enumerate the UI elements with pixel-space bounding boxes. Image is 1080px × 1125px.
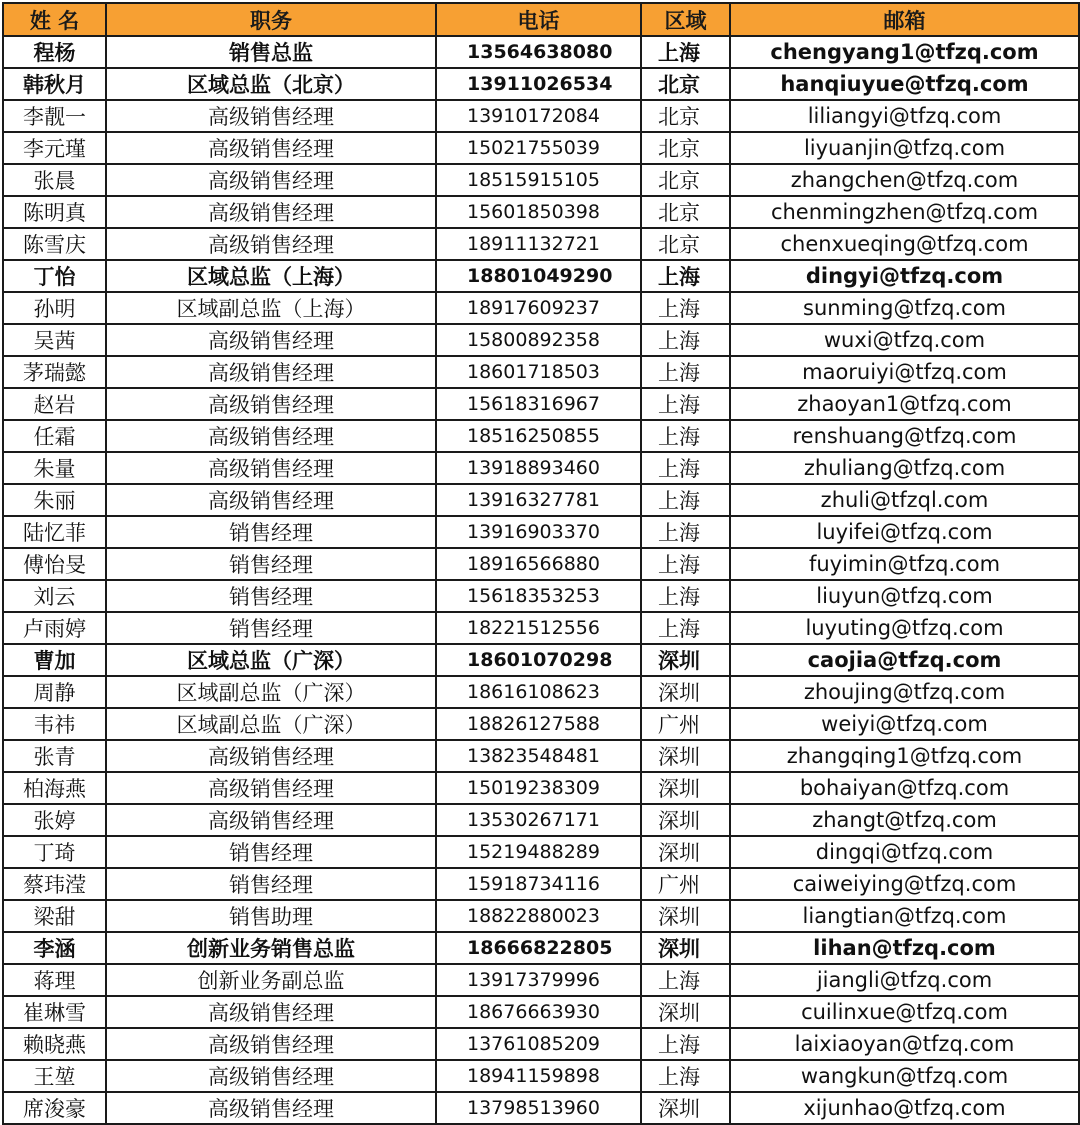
table-row bbox=[3, 772, 1079, 804]
cell-title: 高级销售经理 bbox=[106, 420, 436, 452]
cell-name: 刘云 bbox=[3, 580, 106, 612]
table-header bbox=[3, 3, 1079, 36]
cell-title: 高级销售经理 bbox=[106, 484, 436, 516]
cell-region: 深圳 bbox=[641, 740, 730, 772]
cell-phone: 15800892358 bbox=[436, 324, 641, 356]
cell-title: 高级销售经理 bbox=[106, 228, 436, 260]
cell-email: wuxi@tfzq.com bbox=[730, 324, 1079, 356]
cell-email: liliangyi@tfzq.com bbox=[730, 100, 1079, 132]
cell-name: 周静 bbox=[3, 676, 106, 708]
table-row bbox=[3, 996, 1079, 1028]
cell-region: 上海 bbox=[641, 1060, 730, 1092]
cell-email: zhangqing1@tfzq.com bbox=[730, 740, 1079, 772]
cell-email: fuyimin@tfzq.com bbox=[730, 548, 1079, 580]
cell-name: 傅怡旻 bbox=[3, 548, 106, 580]
cell-region: 上海 bbox=[641, 388, 730, 420]
cell-phone: 13530267171 bbox=[436, 804, 641, 836]
cell-region: 北京 bbox=[641, 68, 730, 100]
table-row bbox=[3, 1092, 1079, 1124]
cell-title: 高级销售经理 bbox=[106, 356, 436, 388]
cell-phone: 18616108623 bbox=[436, 676, 641, 708]
cell-title: 区域副总监（上海） bbox=[106, 292, 436, 324]
cell-title: 销售经理 bbox=[106, 612, 436, 644]
cell-title: 高级销售经理 bbox=[106, 804, 436, 836]
cell-email: cuilinxue@tfzq.com bbox=[730, 996, 1079, 1028]
cell-phone: 18221512556 bbox=[436, 612, 641, 644]
cell-title: 高级销售经理 bbox=[106, 452, 436, 484]
cell-phone: 15618353253 bbox=[436, 580, 641, 612]
cell-name: 蒋理 bbox=[3, 964, 106, 996]
cell-name: 李元瑾 bbox=[3, 132, 106, 164]
cell-name: 陆忆菲 bbox=[3, 516, 106, 548]
cell-name: 蔡玮滢 bbox=[3, 868, 106, 900]
cell-phone: 18666822805 bbox=[436, 932, 641, 964]
cell-phone: 13916903370 bbox=[436, 516, 641, 548]
table-row bbox=[3, 612, 1079, 644]
cell-region: 上海 bbox=[641, 516, 730, 548]
cell-email: luyuting@tfzq.com bbox=[730, 612, 1079, 644]
cell-region: 上海 bbox=[641, 292, 730, 324]
cell-email: zhuli@tfzql.com bbox=[730, 484, 1079, 516]
cell-phone: 15021755039 bbox=[436, 132, 641, 164]
cell-name: 张青 bbox=[3, 740, 106, 772]
cell-title: 高级销售经理 bbox=[106, 100, 436, 132]
table-row bbox=[3, 484, 1079, 516]
cell-phone: 13918893460 bbox=[436, 452, 641, 484]
cell-region: 深圳 bbox=[641, 644, 730, 676]
cell-name: 韩秋月 bbox=[3, 68, 106, 100]
cell-region: 上海 bbox=[641, 548, 730, 580]
cell-title: 高级销售经理 bbox=[106, 388, 436, 420]
cell-region: 上海 bbox=[641, 324, 730, 356]
cell-region: 深圳 bbox=[641, 676, 730, 708]
cell-name: 任霜 bbox=[3, 420, 106, 452]
table-row bbox=[3, 964, 1079, 996]
cell-phone: 15918734116 bbox=[436, 868, 641, 900]
cell-title: 销售经理 bbox=[106, 548, 436, 580]
table-row bbox=[3, 260, 1079, 292]
table-row bbox=[3, 516, 1079, 548]
cell-name: 席浚豪 bbox=[3, 1092, 106, 1124]
cell-title: 区域总监（上海） bbox=[106, 260, 436, 292]
cell-title: 高级销售经理 bbox=[106, 324, 436, 356]
cell-name: 朱量 bbox=[3, 452, 106, 484]
cell-region: 深圳 bbox=[641, 1092, 730, 1124]
table-row bbox=[3, 36, 1079, 68]
table-row bbox=[3, 932, 1079, 964]
table-row bbox=[3, 324, 1079, 356]
table-row bbox=[3, 708, 1079, 740]
cell-email: laixiaoyan@tfzq.com bbox=[730, 1028, 1079, 1060]
cell-phone: 18516250855 bbox=[436, 420, 641, 452]
cell-phone: 18911132721 bbox=[436, 228, 641, 260]
cell-email: hanqiuyue@tfzq.com bbox=[730, 68, 1079, 100]
cell-title: 销售经理 bbox=[106, 868, 436, 900]
cell-region: 广州 bbox=[641, 868, 730, 900]
cell-email: chenmingzhen@tfzq.com bbox=[730, 196, 1079, 228]
cell-email: bohaiyan@tfzq.com bbox=[730, 772, 1079, 804]
cell-title: 高级销售经理 bbox=[106, 740, 436, 772]
cell-email: sunming@tfzq.com bbox=[730, 292, 1079, 324]
table-row bbox=[3, 548, 1079, 580]
cell-email: wangkun@tfzq.com bbox=[730, 1060, 1079, 1092]
cell-name: 卢雨婷 bbox=[3, 612, 106, 644]
cell-region: 北京 bbox=[641, 228, 730, 260]
cell-phone: 18941159898 bbox=[436, 1060, 641, 1092]
cell-name: 曹加 bbox=[3, 644, 106, 676]
cell-name: 柏海燕 bbox=[3, 772, 106, 804]
cell-phone: 13916327781 bbox=[436, 484, 641, 516]
table-row bbox=[3, 900, 1079, 932]
cell-email: zhangt@tfzq.com bbox=[730, 804, 1079, 836]
cell-email: luyifei@tfzq.com bbox=[730, 516, 1079, 548]
cell-email: weiyi@tfzq.com bbox=[730, 708, 1079, 740]
cell-region: 深圳 bbox=[641, 932, 730, 964]
table-row bbox=[3, 100, 1079, 132]
table-row bbox=[3, 68, 1079, 100]
cell-region: 上海 bbox=[641, 420, 730, 452]
cell-region: 深圳 bbox=[641, 772, 730, 804]
cell-email: lihan@tfzq.com bbox=[730, 932, 1079, 964]
cell-region: 上海 bbox=[641, 452, 730, 484]
cell-region: 深圳 bbox=[641, 900, 730, 932]
cell-email: xijunhao@tfzq.com bbox=[730, 1092, 1079, 1124]
cell-title: 创新业务销售总监 bbox=[106, 932, 436, 964]
table-body bbox=[3, 36, 1079, 1124]
cell-email: caojia@tfzq.com bbox=[730, 644, 1079, 676]
cell-title: 高级销售经理 bbox=[106, 1092, 436, 1124]
cell-phone: 18601070298 bbox=[436, 644, 641, 676]
cell-name: 吴茜 bbox=[3, 324, 106, 356]
cell-region: 北京 bbox=[641, 100, 730, 132]
cell-region: 深圳 bbox=[641, 836, 730, 868]
cell-region: 北京 bbox=[641, 164, 730, 196]
cell-phone: 13798513960 bbox=[436, 1092, 641, 1124]
header-row bbox=[3, 3, 1079, 36]
cell-name: 张晨 bbox=[3, 164, 106, 196]
cell-email: zhangchen@tfzq.com bbox=[730, 164, 1079, 196]
cell-name: 程杨 bbox=[3, 36, 106, 68]
table-row bbox=[3, 420, 1079, 452]
table-row bbox=[3, 388, 1079, 420]
cell-title: 区域副总监（广深） bbox=[106, 708, 436, 740]
cell-email: zhoujing@tfzq.com bbox=[730, 676, 1079, 708]
table-row bbox=[3, 228, 1079, 260]
cell-phone: 18515915105 bbox=[436, 164, 641, 196]
cell-name: 陈明真 bbox=[3, 196, 106, 228]
cell-title: 销售经理 bbox=[106, 580, 436, 612]
cell-region: 上海 bbox=[641, 356, 730, 388]
table-row bbox=[3, 580, 1079, 612]
cell-title: 高级销售经理 bbox=[106, 1060, 436, 1092]
cell-name: 李涵 bbox=[3, 932, 106, 964]
cell-phone: 18801049290 bbox=[436, 260, 641, 292]
cell-title: 销售助理 bbox=[106, 900, 436, 932]
cell-title: 高级销售经理 bbox=[106, 772, 436, 804]
cell-name: 赵岩 bbox=[3, 388, 106, 420]
cell-email: maoruiyi@tfzq.com bbox=[730, 356, 1079, 388]
cell-name: 李靓一 bbox=[3, 100, 106, 132]
cell-phone: 13564638080 bbox=[436, 36, 641, 68]
cell-title: 销售经理 bbox=[106, 836, 436, 868]
cell-name: 王堃 bbox=[3, 1060, 106, 1092]
header-region: 区域 bbox=[641, 3, 730, 36]
cell-title: 创新业务副总监 bbox=[106, 964, 436, 996]
table-row bbox=[3, 1060, 1079, 1092]
cell-region: 深圳 bbox=[641, 996, 730, 1028]
cell-title: 高级销售经理 bbox=[106, 996, 436, 1028]
cell-title: 高级销售经理 bbox=[106, 164, 436, 196]
cell-region: 北京 bbox=[641, 196, 730, 228]
cell-email: chengyang1@tfzq.com bbox=[730, 36, 1079, 68]
cell-email: liangtian@tfzq.com bbox=[730, 900, 1079, 932]
cell-region: 上海 bbox=[641, 484, 730, 516]
cell-name: 张婷 bbox=[3, 804, 106, 836]
cell-phone: 18826127588 bbox=[436, 708, 641, 740]
cell-phone: 15618316967 bbox=[436, 388, 641, 420]
table-row bbox=[3, 804, 1079, 836]
cell-email: liyuanjin@tfzq.com bbox=[730, 132, 1079, 164]
header-email: 邮箱 bbox=[730, 3, 1079, 36]
cell-name: 赖晓燕 bbox=[3, 1028, 106, 1060]
cell-email: jiangli@tfzq.com bbox=[730, 964, 1079, 996]
cell-title: 区域副总监（广深） bbox=[106, 676, 436, 708]
cell-title: 销售经理 bbox=[106, 516, 436, 548]
cell-phone: 15219488289 bbox=[436, 836, 641, 868]
cell-title: 高级销售经理 bbox=[106, 132, 436, 164]
header-title: 职务 bbox=[106, 3, 436, 36]
cell-phone: 18917609237 bbox=[436, 292, 641, 324]
cell-email: zhuliang@tfzq.com bbox=[730, 452, 1079, 484]
cell-region: 上海 bbox=[641, 964, 730, 996]
cell-email: caiweiying@tfzq.com bbox=[730, 868, 1079, 900]
table-row bbox=[3, 1028, 1079, 1060]
cell-title: 高级销售经理 bbox=[106, 1028, 436, 1060]
cell-region: 上海 bbox=[641, 260, 730, 292]
table-row bbox=[3, 196, 1079, 228]
cell-name: 丁琦 bbox=[3, 836, 106, 868]
cell-name: 朱丽 bbox=[3, 484, 106, 516]
cell-phone: 18601718503 bbox=[436, 356, 641, 388]
cell-name: 陈雪庆 bbox=[3, 228, 106, 260]
cell-phone: 13910172084 bbox=[436, 100, 641, 132]
cell-email: zhaoyan1@tfzq.com bbox=[730, 388, 1079, 420]
cell-region: 广州 bbox=[641, 708, 730, 740]
table-row bbox=[3, 164, 1079, 196]
cell-region: 上海 bbox=[641, 36, 730, 68]
cell-phone: 15601850398 bbox=[436, 196, 641, 228]
cell-phone: 13761085209 bbox=[436, 1028, 641, 1060]
table-row bbox=[3, 740, 1079, 772]
cell-email: dingyi@tfzq.com bbox=[730, 260, 1079, 292]
cell-name: 梁甜 bbox=[3, 900, 106, 932]
cell-phone: 18822880023 bbox=[436, 900, 641, 932]
cell-title: 销售总监 bbox=[106, 36, 436, 68]
cell-phone: 15019238309 bbox=[436, 772, 641, 804]
cell-phone: 13823548481 bbox=[436, 740, 641, 772]
cell-region: 上海 bbox=[641, 1028, 730, 1060]
cell-region: 深圳 bbox=[641, 804, 730, 836]
cell-phone: 18676663930 bbox=[436, 996, 641, 1028]
contact-table bbox=[2, 2, 1080, 1125]
table-row bbox=[3, 452, 1079, 484]
cell-region: 上海 bbox=[641, 580, 730, 612]
table-row bbox=[3, 868, 1079, 900]
table-row bbox=[3, 836, 1079, 868]
cell-title: 区域总监（广深） bbox=[106, 644, 436, 676]
cell-phone: 13911026534 bbox=[436, 68, 641, 100]
header-name: 姓 名 bbox=[3, 3, 106, 36]
table-row bbox=[3, 356, 1079, 388]
cell-email: liuyun@tfzq.com bbox=[730, 580, 1079, 612]
cell-name: 丁怡 bbox=[3, 260, 106, 292]
cell-region: 北京 bbox=[641, 132, 730, 164]
cell-phone: 13917379996 bbox=[436, 964, 641, 996]
cell-title: 高级销售经理 bbox=[106, 196, 436, 228]
table-row bbox=[3, 644, 1079, 676]
cell-name: 孙明 bbox=[3, 292, 106, 324]
table-row bbox=[3, 676, 1079, 708]
cell-phone: 18916566880 bbox=[436, 548, 641, 580]
cell-name: 韦祎 bbox=[3, 708, 106, 740]
cell-email: renshuang@tfzq.com bbox=[730, 420, 1079, 452]
cell-name: 崔琳雪 bbox=[3, 996, 106, 1028]
header-phone: 电话 bbox=[436, 3, 641, 36]
cell-region: 上海 bbox=[641, 612, 730, 644]
contact-sheet bbox=[0, 2, 1080, 1121]
cell-title: 区域总监（北京） bbox=[106, 68, 436, 100]
table-row bbox=[3, 132, 1079, 164]
cell-name: 茅瑞懿 bbox=[3, 356, 106, 388]
table-row bbox=[3, 292, 1079, 324]
cell-email: chenxueqing@tfzq.com bbox=[730, 228, 1079, 260]
cell-email: dingqi@tfzq.com bbox=[730, 836, 1079, 868]
